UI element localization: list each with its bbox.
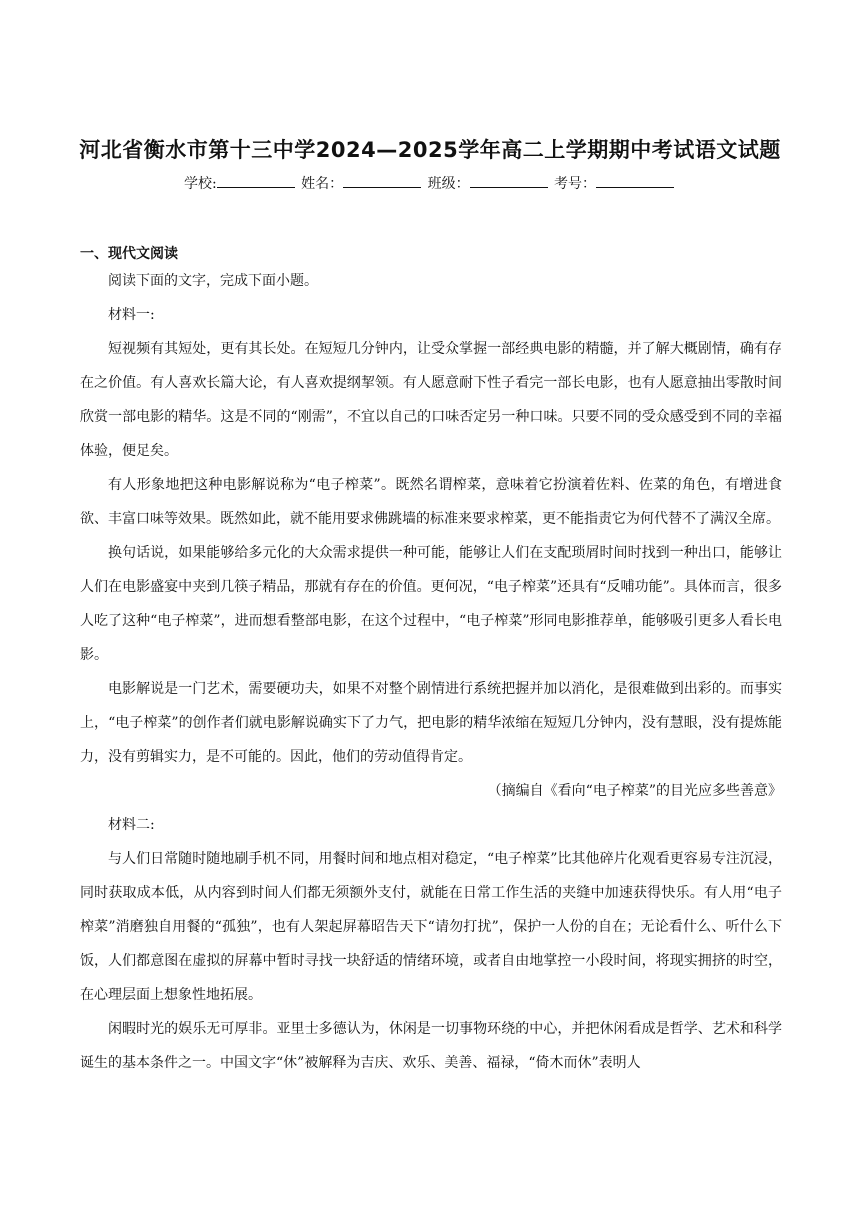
paragraph: 有人形象地把这种电影解说称为“电子榨菜”。既然名谓榨菜，意味着它扮演着佐料、佐菜的角色，有增进食欲、丰富口味等效果。既然如此，就不能用要求佛跳墙的标准来要求榨菜，更不能指责它为何代替不了满汉全席。: [80, 477, 782, 527]
paragraph: 换句话说，如果能够给多元化的大众需求提供一种可能，能够让人们在支配琐屑时间时找到一种出口，能够让人们在电影盛宴中夹到几筷子精品，那就有存在的价值。更何况，“电子榨菜”还具有“反哺功能”。具体而言，很多人吃了这种“电子榨菜”，进而想看整部电影，在这个过程中，“电子榨菜”形同电影推荐单，能够吸引更多人看长电影。: [80, 545, 782, 663]
class-blank[interactable]: [470, 174, 548, 188]
material-label: 材料一:: [108, 307, 155, 323]
school-label: 学校:: [183, 176, 217, 192]
section-heading: 一、现代文阅读: [80, 246, 178, 262]
document-title: 河北省衡水市第十三中学2024—2025学年高二上学期期中考试语文试题: [79, 138, 781, 162]
exam-number-blank[interactable]: [596, 174, 674, 188]
class-label: 班级：: [427, 176, 470, 192]
exam-number-label: 考号：: [554, 176, 597, 192]
material-label: 材料二:: [108, 817, 155, 833]
school-blank[interactable]: [217, 174, 295, 188]
student-info-line: [0, 173, 860, 193]
paragraph: 短视频有其短处，更有其长处。在短短几分钟内，让受众掌握一部经典电影的精髓，并了解大概剧情，确有存在之价值。有人喜欢长篇大论，有人喜欢提纲挈领。有人愿意耐下性子看完一部长电影，也有人愿意抽出零散时间欣赏一部电影的精华。这是不同的“刚需”，不宜以自己的口味否定另一种口味。只要不同的受众感受到不同的幸福体验，便足矣。: [80, 341, 782, 459]
name-label: 姓名：: [301, 176, 344, 192]
instruction: 阅读下面的文字，完成下面小题。: [108, 273, 318, 289]
paragraph: 闲暇时光的娱乐无可厚非。亚里士多德认为，休闲是一切事物环绕的中心，并把休闲看成是哲学、艺术和科学诞生的基本条件之一。中国文字“休”被解释为吉庆、欢乐、美善、福禄，“倚木而休”表明人: [80, 1021, 782, 1071]
paragraph: 与人们日常随时随地刷手机不同，用餐时间和地点相对稳定，“电子榨菜”比其他碎片化观看更容易专注沉浸，同时获取成本低，从内容到时间人们都无须额外支付，就能在日常工作生活的夹缝中加速获得快乐。有人用“电子榨菜”消磨独自用餐的“孤独”，也有人架起屏幕昭告天下“请勿打扰”，保护一人份的自在；无论看什么、听什么下饭，人们都意图在虚拟的屏幕中暂时寻找一块舒适的情绪环境，或者自由地掌控一小段时间，将现实拥挤的时空，在心理层面上想象性地拓展。: [80, 851, 782, 1003]
name-blank[interactable]: [343, 174, 421, 188]
paragraph: 电影解说是一门艺术，需要硬功夫，如果不对整个剧情进行系统把握并加以消化，是很难做到出彩的。而事实上，“电子榨菜”的创作者们就电影解说确实下了力气，把电影的精华浓缩在短短几分钟内，没有慧眼，没有提炼能力，没有剪辑实力，是不可能的。因此，他们的劳动值得肯定。: [80, 681, 782, 765]
source-citation: （摘编自《看向“电子榨菜”的目光应多些善意》: [487, 783, 782, 799]
reading-text: [80, 264, 782, 1080]
